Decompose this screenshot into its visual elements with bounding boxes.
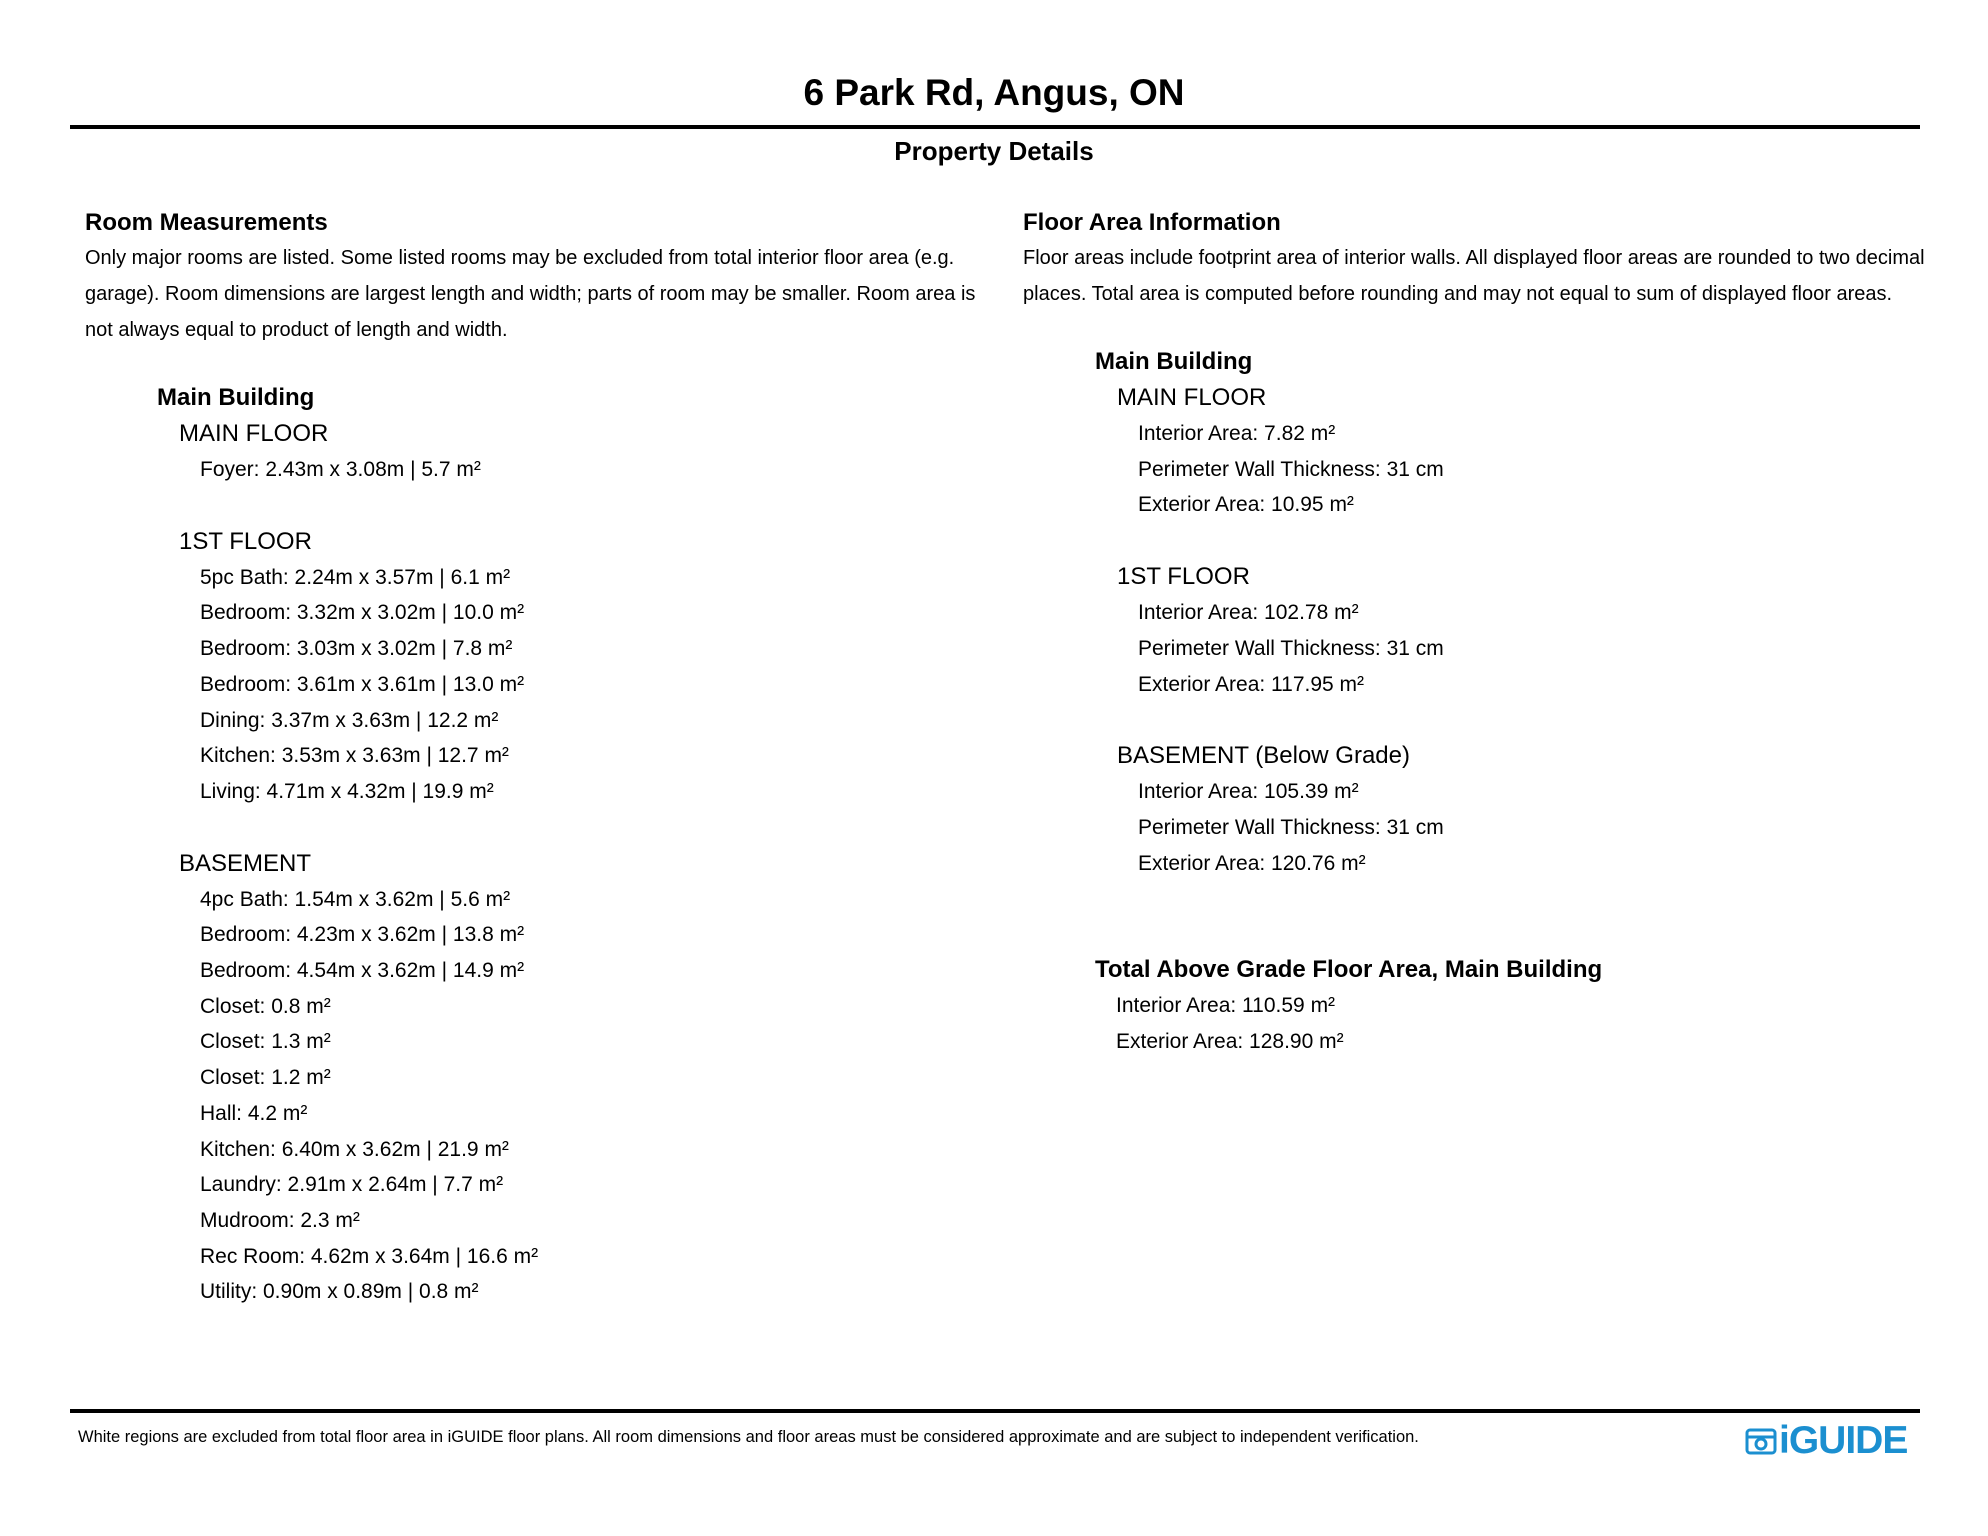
floor-area-section [1023, 206, 1933, 1060]
area-list [1117, 774, 1933, 881]
room-item: Rec Room: 4.62m x 3.64m | 16.6 m² [200, 1244, 539, 1268]
footer-divider [70, 1409, 1920, 1413]
page-title: 6 Park Rd, Angus, ON [803, 72, 1185, 113]
floor-area-heading: Floor Area Information [1023, 209, 1281, 236]
room-list [179, 452, 990, 488]
brand-wordmark: iGUIDE [1779, 1419, 1908, 1462]
area-item: Perimeter Wall Thickness: 31 cm [1138, 815, 1444, 839]
area-item: Interior Area: 102.78 m² [1138, 601, 1359, 625]
room-item: Laundry: 2.91m x 2.64m | 7.7 m² [200, 1173, 504, 1197]
floor-group-main [157, 416, 990, 524]
room-item: Foyer: 2.43m x 3.08m | 5.7 m² [200, 458, 481, 481]
room-item: Closet: 0.8 m² [200, 994, 331, 1018]
iguide-camera-icon [1745, 1425, 1777, 1457]
room-measurements-section [85, 206, 990, 1310]
room-item: 4pc Bath: 1.54m x 3.62m | 5.6 m² [200, 887, 511, 911]
area-item: Interior Area: 7.82 m² [1138, 422, 1336, 445]
floor-area-group-main [1095, 380, 1933, 559]
floor-name: 1ST FLOOR [1117, 563, 1250, 591]
room-item: Closet: 1.2 m² [200, 1066, 331, 1090]
room-listing [85, 380, 990, 1310]
floor-name: MAIN FLOOR [179, 420, 329, 447]
room-item: 5pc Bath: 2.24m x 3.57m | 6.1 m² [200, 565, 511, 589]
room-item: Utility: 0.90m x 0.89m | 0.8 m² [200, 1280, 479, 1304]
floor-area-group-basement [1095, 738, 1933, 952]
area-list [1117, 595, 1933, 702]
total-area-item: Interior Area: 110.59 m² [1116, 994, 1336, 1018]
area-item: Perimeter Wall Thickness: 31 cm [1138, 636, 1444, 660]
total-area-list [1095, 988, 1933, 1060]
total-area-heading: Total Above Grade Floor Area, Main Building [1095, 956, 1603, 984]
room-item: Bedroom: 3.03m x 3.02m | 7.8 m² [200, 637, 513, 661]
title-divider [70, 125, 1920, 129]
floor-area-description: Floor areas include footprint area of interior walls. All displayed floor areas are rounded to two decimal places. Total area is computed before rounding and may not equal to sum of displayed floor areas. [1023, 247, 1925, 305]
building-name: Main Building [1095, 348, 1253, 375]
area-item: Exterior Area: 117.95 m² [1138, 672, 1365, 696]
room-measurements-description: Only major rooms are listed. Some listed rooms may be excluded from total interior floor area (e.g. garage). Room dimensions are largest length and width; parts of room may be smaller. Room area is not always equal to product of length and width. [85, 247, 976, 341]
footer-disclaimer: White regions are excluded from total floor area in iGUIDE floor plans. All room dimensions and floor areas must be considered approximate and are subject to independent verification. [78, 1428, 1419, 1446]
floor-group-1st [157, 524, 990, 846]
floor-name: 1ST FLOOR [179, 527, 312, 555]
room-list [179, 882, 990, 1310]
floor-area-group-1st [1095, 559, 1933, 738]
page-subtitle: Property Details [894, 136, 1094, 166]
building-name: Main Building [157, 384, 315, 411]
floor-name: MAIN FLOOR [1117, 384, 1267, 411]
area-item: Exterior Area: 10.95 m² [1138, 493, 1354, 517]
room-list [179, 560, 990, 810]
room-item: Bedroom: 4.54m x 3.62m | 14.9 m² [200, 959, 525, 983]
area-list [1117, 416, 1933, 523]
floor-area-listing [1023, 344, 1933, 1060]
room-item: Dining: 3.37m x 3.63m | 12.2 m² [200, 708, 499, 732]
spacer [1117, 702, 1933, 738]
iguide-logo [1745, 1420, 1907, 1462]
total-area-item: Exterior Area: 128.90 m² [1116, 1030, 1344, 1054]
room-measurements-heading: Room Measurements [85, 209, 328, 236]
room-item: Closet: 1.3 m² [200, 1030, 331, 1054]
room-item: Mudroom: 2.3 m² [200, 1208, 360, 1232]
room-item: Hall: 4.2 m² [200, 1101, 308, 1125]
room-item: Bedroom: 3.32m x 3.02m | 10.0 m² [200, 601, 525, 625]
floor-name: BASEMENT [179, 849, 312, 877]
area-item: Exterior Area: 120.76 m² [1138, 851, 1366, 875]
room-item: Kitchen: 6.40m x 3.62m | 21.9 m² [200, 1137, 509, 1161]
area-item: Perimeter Wall Thickness: 31 cm [1138, 457, 1444, 481]
spacer [179, 488, 990, 524]
floor-name: BASEMENT (Below Grade) [1117, 742, 1410, 770]
room-item: Living: 4.71m x 4.32m | 19.9 m² [200, 779, 494, 803]
spacer [179, 810, 990, 846]
area-item: Interior Area: 105.39 m² [1138, 780, 1359, 804]
spacer [1117, 523, 1933, 559]
spacer [1117, 881, 1933, 952]
room-item: Bedroom: 4.23m x 3.62m | 13.8 m² [200, 923, 525, 947]
room-item: Kitchen: 3.53m x 3.63m | 12.7 m² [200, 744, 509, 768]
floor-group-basement [157, 846, 990, 1310]
room-item: Bedroom: 3.61m x 3.61m | 13.0 m² [200, 672, 525, 696]
